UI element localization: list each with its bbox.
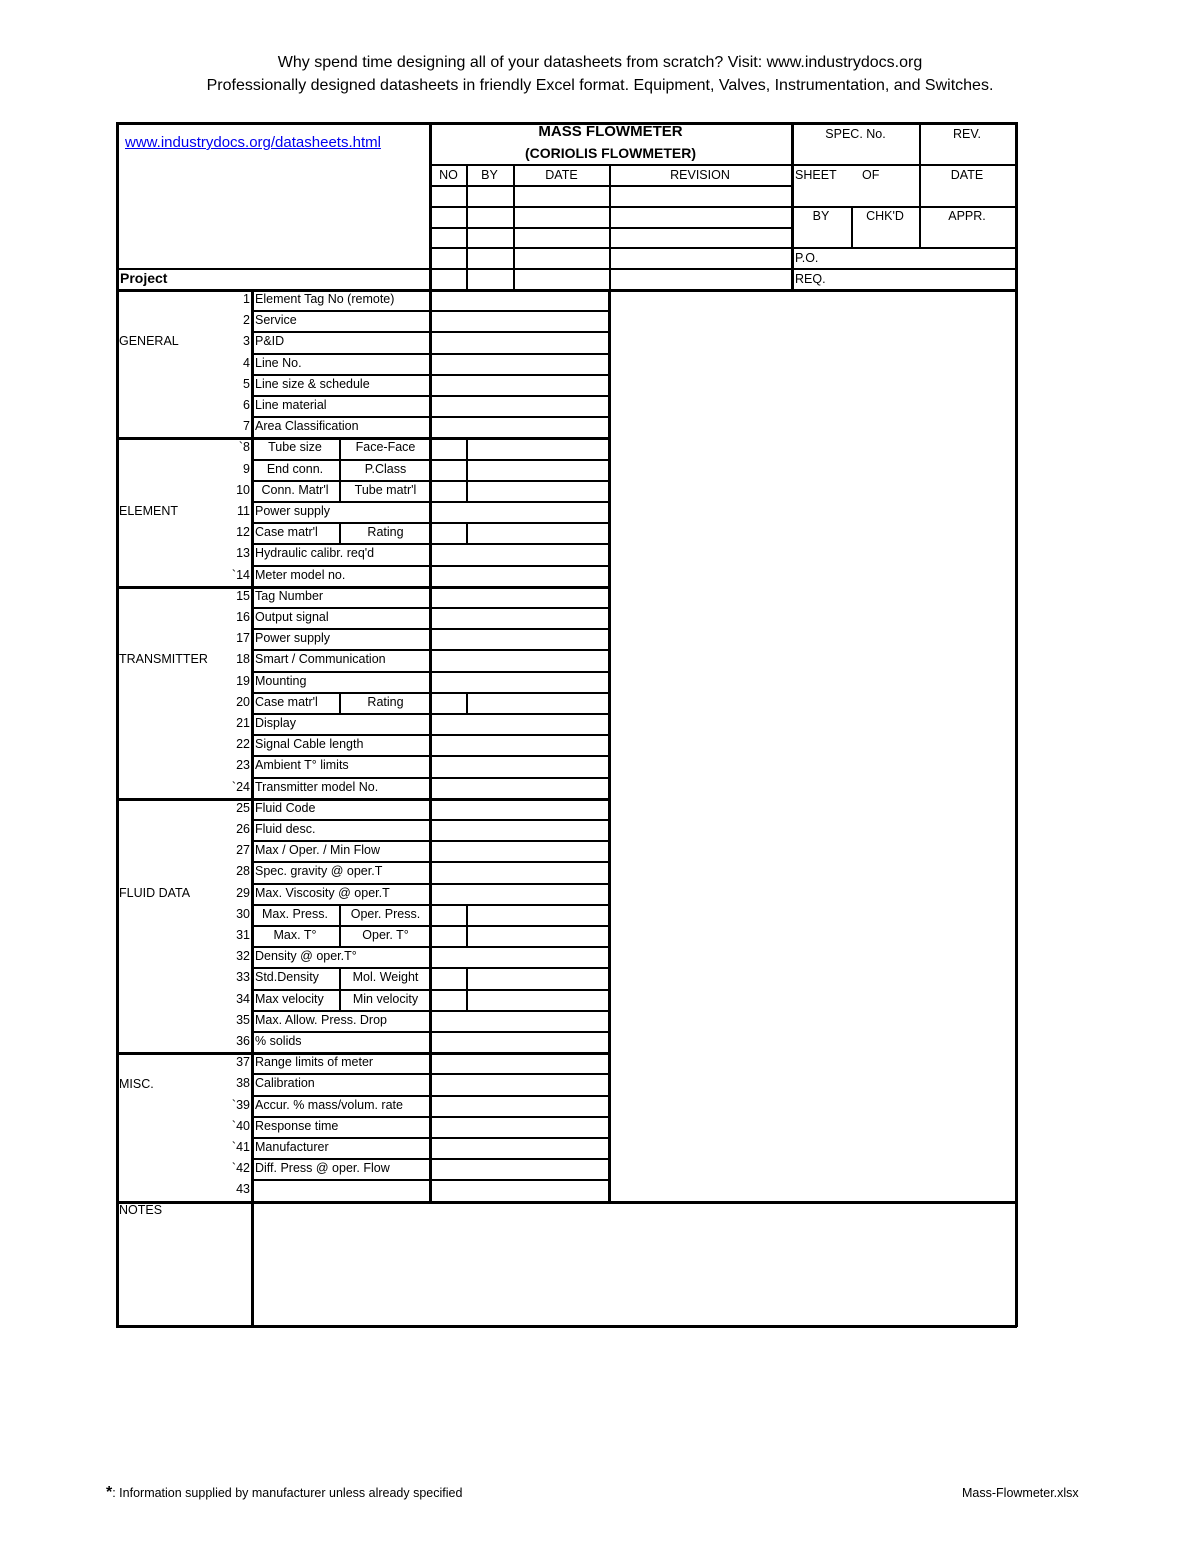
- row-number: `41: [231, 1140, 250, 1154]
- row-value-field[interactable]: [433, 376, 608, 393]
- row-number: 22: [236, 737, 250, 752]
- row-value-field-b[interactable]: [469, 482, 608, 499]
- row-number: 26: [236, 822, 250, 836]
- row-value-field[interactable]: [433, 397, 608, 414]
- row-number: 12: [236, 525, 250, 540]
- row-value-field[interactable]: [433, 1054, 608, 1071]
- row-label: Transmitter model No.: [255, 779, 379, 794]
- row-number: 34: [236, 991, 250, 1006]
- grid-line: [339, 459, 341, 480]
- row-value-field[interactable]: [433, 1012, 608, 1029]
- rev-no-header: NO: [439, 168, 458, 182]
- row-label-secondary: Oper. Press.: [350, 906, 421, 921]
- row-value-field[interactable]: [433, 779, 608, 796]
- row-label: Case matr'l: [255, 694, 318, 709]
- date-label: DATE: [950, 168, 984, 182]
- notes-field[interactable]: [256, 1201, 1014, 1325]
- section-general: GENERAL: [119, 334, 179, 348]
- row-value-field[interactable]: [433, 948, 608, 965]
- row-value-field[interactable]: [433, 588, 608, 605]
- row-value-field-b[interactable]: [469, 524, 608, 541]
- grid-line: [429, 185, 791, 187]
- row-label-secondary: Rating: [367, 694, 404, 709]
- project-label: Project: [120, 270, 168, 286]
- grid-line: [429, 289, 432, 1201]
- grid-line: [116, 1201, 1015, 1204]
- grid-line: [466, 692, 468, 713]
- row-number: 4: [243, 355, 250, 370]
- row-label: Case matr'l: [255, 525, 318, 540]
- row-label: Max. Viscosity @ oper.T: [255, 885, 390, 900]
- row-label-secondary: Rating: [367, 525, 404, 540]
- row-label: Area Classification: [255, 419, 359, 434]
- row-value-field[interactable]: [433, 800, 608, 817]
- row-label: Spec. gravity @ oper.T: [255, 864, 383, 879]
- grid-line: [466, 989, 468, 1010]
- grid-line: [339, 692, 341, 713]
- row-label: Tag Number: [255, 588, 324, 603]
- row-label-secondary: Oper. T°: [362, 928, 409, 942]
- row-value-field[interactable]: [433, 885, 608, 902]
- by-label: BY: [812, 209, 830, 223]
- row-value-field[interactable]: [433, 1160, 608, 1177]
- row-label: Ambient T° limits: [255, 758, 349, 773]
- grid-line: [466, 480, 468, 501]
- row-value-field-a[interactable]: [433, 524, 465, 541]
- row-value-field-a[interactable]: [433, 482, 465, 499]
- row-value-field[interactable]: [433, 1097, 608, 1114]
- po-label: P.O.: [795, 251, 819, 265]
- row-value-field[interactable]: [433, 1075, 608, 1092]
- row-label-secondary: P.Class: [364, 461, 407, 476]
- row-number: `42: [231, 1161, 250, 1176]
- row-value-field[interactable]: [433, 418, 608, 435]
- row-label-secondary: Tube matr'l: [354, 482, 417, 497]
- row-label: Output signal: [255, 610, 329, 624]
- spec-no-label: SPEC. No.: [825, 127, 886, 141]
- row-value-field-b[interactable]: [469, 991, 608, 1008]
- row-value-field-b[interactable]: [469, 969, 608, 986]
- grid-line: [116, 437, 609, 440]
- datasheets-link[interactable]: www.industrydocs.org/datasheets.html: [125, 134, 381, 151]
- section-element: ELEMENT: [119, 504, 179, 518]
- row-value-field[interactable]: [433, 757, 608, 774]
- grid-line: [339, 437, 341, 458]
- row-number: 20: [236, 694, 250, 709]
- row-label: Tube size: [268, 440, 322, 455]
- row-label: Smart / Communication: [255, 652, 386, 667]
- row-label: Max. T°: [273, 928, 317, 942]
- row-label-secondary: Min velocity: [352, 991, 419, 1006]
- row-number: 36: [236, 1034, 250, 1048]
- row-number: 13: [236, 546, 250, 561]
- row-number: `39: [231, 1097, 250, 1112]
- row-value-field-a[interactable]: [433, 461, 465, 478]
- row-number: 28: [236, 864, 250, 879]
- req-label: REQ.: [795, 272, 826, 286]
- row-label: Max / Oper. / Min Flow: [255, 843, 381, 858]
- footer-asterisk: *: [106, 1484, 113, 1501]
- row-value-field[interactable]: [433, 1139, 608, 1156]
- grid-line: [116, 1325, 1017, 1328]
- row-label: Element Tag No (remote): [255, 292, 395, 306]
- row-value-field[interactable]: [433, 736, 608, 753]
- row-value-field-a[interactable]: [433, 694, 465, 711]
- row-label: P&ID: [255, 334, 285, 349]
- row-number: 30: [236, 906, 250, 921]
- row-value-field[interactable]: [433, 630, 608, 647]
- grid-line: [116, 1052, 609, 1055]
- section-misc: MISC.: [119, 1077, 154, 1091]
- row-label: Diff. Press @ oper. Flow: [255, 1161, 390, 1176]
- row-value-field[interactable]: [433, 1181, 608, 1198]
- row-value-field[interactable]: [433, 715, 608, 732]
- row-value-field-a[interactable]: [433, 969, 465, 986]
- grid-line: [251, 289, 254, 1327]
- grid-line: [339, 904, 341, 925]
- row-label: Max. Allow. Press. Drop: [255, 1012, 387, 1027]
- row-label: Line material: [255, 398, 327, 412]
- grid-line: [919, 122, 921, 247]
- row-label: Fluid Code: [255, 800, 316, 815]
- grid-line: [791, 268, 1015, 270]
- row-value-field[interactable]: [433, 1033, 608, 1050]
- row-value-field[interactable]: [433, 821, 608, 838]
- row-number: 9: [243, 461, 250, 476]
- footer-note-text: : Information supplied by manufacturer unless already specified: [112, 1486, 463, 1500]
- row-label: Signal Cable length: [255, 737, 364, 752]
- row-number: 3: [243, 334, 250, 349]
- row-label: Display: [255, 716, 296, 730]
- row-value-field[interactable]: [433, 312, 608, 329]
- row-number: 27: [236, 843, 250, 858]
- grid-line: [116, 586, 609, 589]
- row-value-field-a[interactable]: [433, 439, 465, 456]
- row-label: Line size & schedule: [255, 376, 370, 391]
- grid-line: [429, 164, 1015, 166]
- row-value-field-a[interactable]: [433, 991, 465, 1008]
- row-value-field[interactable]: [433, 545, 608, 562]
- row-value-field[interactable]: [433, 333, 608, 350]
- form-subtitle: (CORIOLIS FLOWMETER): [524, 145, 697, 161]
- row-value-field[interactable]: [433, 842, 608, 859]
- row-number: 11: [237, 504, 250, 518]
- row-label: Power supply: [255, 504, 331, 518]
- row-number: `24: [231, 779, 250, 794]
- row-label: Accur. % mass/volum. rate: [255, 1097, 403, 1112]
- notes-label: NOTES: [119, 1203, 163, 1217]
- row-label: Calibration: [255, 1076, 315, 1091]
- row-number: `14: [231, 567, 250, 582]
- rev-date-header: DATE: [545, 168, 578, 182]
- row-value-field-a[interactable]: [433, 906, 465, 923]
- grid-line: [1015, 122, 1018, 1327]
- footer-note: [106, 1484, 462, 1502]
- row-number: 43: [236, 1182, 250, 1197]
- row-label: Power supply: [255, 631, 331, 646]
- grid-line: [116, 122, 119, 1327]
- row-number: 31: [236, 928, 250, 942]
- row-label: End conn.: [266, 461, 324, 476]
- grid-line: [339, 925, 341, 946]
- of-label: OF: [862, 168, 880, 182]
- row-value-field[interactable]: [433, 503, 608, 520]
- row-value-field[interactable]: [433, 863, 608, 880]
- rev-revision-header: REVISION: [670, 168, 730, 182]
- grid-line: [429, 227, 791, 229]
- promo-line-1: Why spend time designing all of your datasheets from scratch? Visit: www.industrydocs.org: [277, 54, 923, 71]
- row-value-field[interactable]: [433, 567, 608, 584]
- row-number: `8: [238, 440, 250, 455]
- chkd-label: CHK'D: [866, 209, 904, 223]
- row-value-field[interactable]: [433, 291, 608, 308]
- row-value-field[interactable]: [433, 1118, 608, 1135]
- row-value-field[interactable]: [433, 355, 608, 372]
- row-number: 5: [243, 376, 250, 391]
- rev-label: REV.: [952, 127, 982, 141]
- row-label-secondary: Face-Face: [355, 440, 416, 455]
- grid-line: [339, 989, 341, 1010]
- row-number: 15: [236, 588, 250, 603]
- grid-line: [429, 206, 791, 208]
- sheet-label: SHEET: [795, 168, 837, 182]
- grid-line: [791, 247, 1015, 249]
- row-value-field-b[interactable]: [469, 694, 608, 711]
- row-number: 1: [243, 292, 250, 306]
- row-number: 37: [236, 1055, 250, 1070]
- row-number: 10: [236, 482, 250, 497]
- grid-line: [608, 289, 611, 1201]
- row-value-field[interactable]: [433, 673, 608, 690]
- row-number: 25: [236, 800, 250, 815]
- row-label: Service: [255, 313, 297, 328]
- grid-line: [466, 967, 468, 988]
- grid-line: [466, 904, 468, 925]
- row-value-field[interactable]: [433, 651, 608, 668]
- grid-line: [339, 522, 341, 543]
- row-number: 17: [236, 631, 250, 646]
- row-number: 29: [236, 885, 250, 900]
- row-value-field-b[interactable]: [469, 439, 608, 456]
- grid-line: [466, 437, 468, 458]
- grid-line: [339, 480, 341, 501]
- row-number: 21: [236, 716, 250, 730]
- grid-line: [116, 268, 429, 270]
- row-number: 32: [236, 949, 250, 964]
- grid-line: [851, 206, 853, 247]
- row-label: Conn. Matr'l: [261, 482, 329, 497]
- row-label: Range limits of meter: [255, 1055, 374, 1070]
- grid-line: [466, 925, 468, 946]
- row-value-field-b[interactable]: [469, 927, 608, 944]
- row-label: Hydraulic calibr. req'd: [255, 546, 375, 561]
- appr-label: APPR.: [948, 209, 986, 223]
- row-number: `40: [231, 1118, 250, 1133]
- row-number: 2: [243, 313, 250, 328]
- section-fluid-data: FLUID DATA: [119, 886, 191, 900]
- row-number: 33: [236, 970, 250, 985]
- grid-line: [466, 459, 468, 480]
- row-value-field-a[interactable]: [433, 927, 465, 944]
- grid-line: [116, 798, 609, 801]
- row-value-field-b[interactable]: [469, 461, 608, 478]
- grid-line: [116, 122, 1017, 125]
- row-number: 38: [236, 1076, 250, 1091]
- row-number: 16: [236, 610, 250, 624]
- grid-line: [339, 967, 341, 988]
- row-number: 35: [236, 1012, 250, 1027]
- row-label: Max. Press.: [262, 906, 328, 921]
- row-number: 6: [243, 398, 250, 412]
- row-number: 7: [243, 419, 250, 434]
- rev-by-header: BY: [481, 168, 498, 182]
- row-label: Response time: [255, 1118, 339, 1133]
- footer-filename: Mass-Flowmeter.xlsx: [962, 1486, 1079, 1500]
- row-label: Manufacturer: [255, 1140, 329, 1154]
- grid-line: [791, 206, 1015, 208]
- promo-line-2: Professionally designed datasheets in friendly Excel format. Equipment, Valves, Instrumentation, and Switches.: [206, 77, 994, 94]
- grid-line: [429, 268, 791, 270]
- row-label: Meter model no.: [255, 567, 346, 582]
- row-label: Max velocity: [255, 991, 324, 1006]
- row-label: Line No.: [255, 355, 302, 370]
- row-number: 23: [236, 758, 250, 773]
- row-number: 18: [236, 652, 250, 667]
- section-transmitter: TRANSMITTER: [119, 652, 208, 666]
- row-label: % solids: [255, 1034, 302, 1048]
- row-label: Mounting: [255, 673, 307, 688]
- form-title: MASS FLOWMETER: [538, 123, 683, 140]
- row-label: Std.Density: [255, 970, 319, 985]
- row-value-field[interactable]: [433, 609, 608, 626]
- row-value-field-b[interactable]: [469, 906, 608, 923]
- row-label: Fluid desc.: [255, 822, 316, 836]
- row-label: Density @ oper.T°: [255, 949, 357, 964]
- grid-line: [429, 247, 791, 249]
- row-label-secondary: Mol. Weight: [352, 970, 419, 985]
- grid-line: [466, 522, 468, 543]
- row-number: 19: [236, 673, 250, 688]
